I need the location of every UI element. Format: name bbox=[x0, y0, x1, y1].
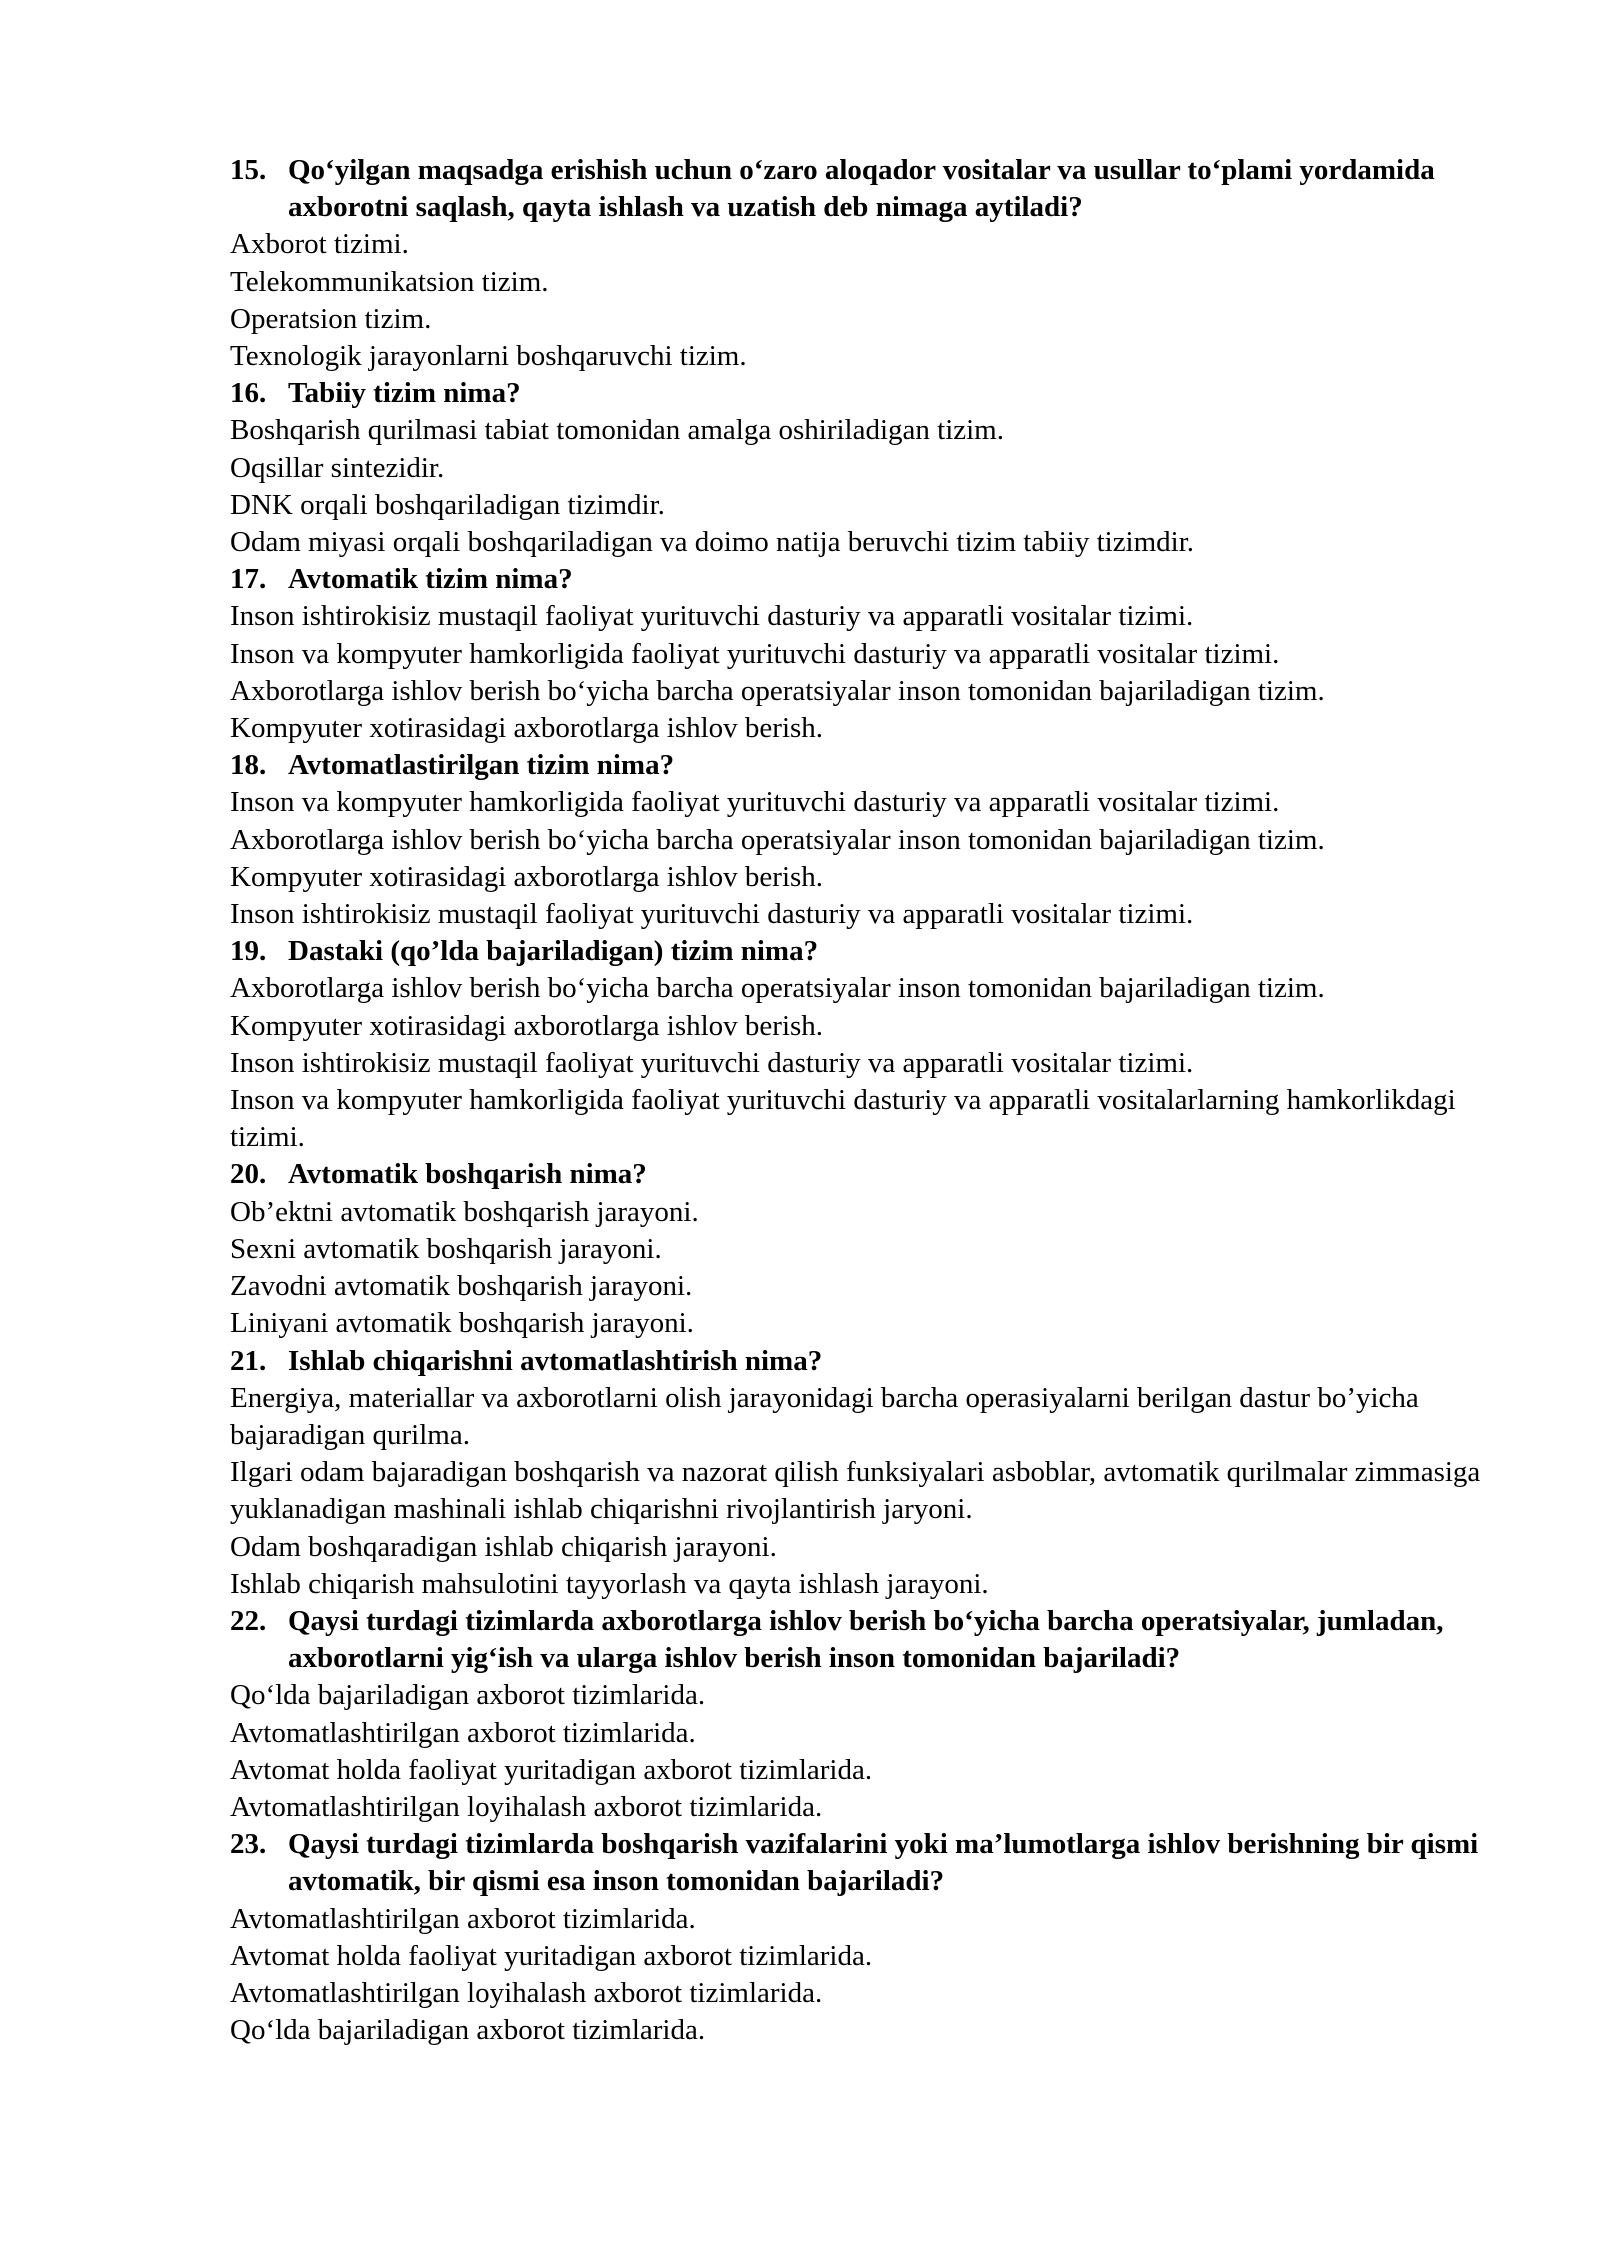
answer-option: Texnologik jarayonlarni boshqaruvchi tizim. bbox=[230, 340, 747, 373]
answer-option: Ob’ektni avtomatik boshqarish jarayoni. bbox=[230, 1195, 699, 1228]
answer-option: Axborotlarga ishlov berish bo‘yicha barcha operatsiyalar inson tomonidan bajariladigan tizim. bbox=[230, 972, 1325, 1005]
answer-option: Sexni avtomatik boshqarish jarayoni. bbox=[230, 1232, 662, 1265]
question-number: 18. bbox=[230, 749, 267, 782]
question-number: 16. bbox=[230, 377, 267, 410]
answer-option: Inson va kompyuter hamkorligida faoliyat yurituvchi dasturiy va apparatli vositalarlarning hamkorlikdagi tizimi. bbox=[230, 1084, 1456, 1154]
answer-option: Oqsillar sintezidir. bbox=[230, 451, 445, 484]
answer-option: Avtomat holda faoliyat yuritadigan axborot tizimlarida. bbox=[230, 1939, 873, 1972]
question-number: 21. bbox=[230, 1344, 267, 1377]
question-number: 23. bbox=[230, 1828, 267, 1861]
question-number: 20. bbox=[230, 1158, 267, 1191]
question-text: Avtomatik tizim nima? bbox=[288, 563, 573, 596]
question-number: 15. bbox=[230, 154, 267, 186]
answer-option: Axborotlarga ishlov berish bo‘yicha barcha operatsiyalar inson tomonidan bajariladigan tizim. bbox=[230, 674, 1325, 707]
question-heading bbox=[230, 1156, 1500, 1193]
answer-option: Odam boshqaradigan ishlab chiqarish jarayoni. bbox=[230, 1530, 777, 1563]
answer-option: Qo‘lda bajariladigan axborot tizimlarida. bbox=[230, 1679, 706, 1712]
answer-option: Inson va kompyuter hamkorligida faoliyat yurituvchi dasturiy va apparatli vositalar tizimi. bbox=[230, 786, 1280, 819]
answer-option: Avtomatlashtirilgan loyihalash axborot tizimlarida. bbox=[230, 1976, 823, 2009]
question-number: 22. bbox=[230, 1604, 267, 1637]
answer-option: Zavodni avtomatik boshqarish jarayoni. bbox=[230, 1270, 693, 1303]
question-text: Qaysi turdagi tizimlarda boshqarish vazifalarini yoki ma’lumotlarga ishlov berishning bir qismi avtomatik, bir qismi esa inson tomonidan bajariladi? bbox=[288, 1828, 1479, 1898]
question-text: Dastaki (qo’lda bajariladigan) tizim nima? bbox=[288, 935, 819, 968]
question-text: Avtomatlastirilgan tizim nima? bbox=[288, 749, 675, 782]
question-heading bbox=[230, 1826, 1500, 1900]
question-heading bbox=[230, 375, 1500, 412]
answer-option: Inson ishtirokisiz mustaqil faoliyat yurituvchi dasturiy va apparatli vositalar tizimi. bbox=[230, 898, 1194, 931]
answer-option: Avtomatlashtirilgan axborot tizimlarida. bbox=[230, 1902, 696, 1935]
answer-option: Operatsion tizim. bbox=[230, 302, 432, 335]
answer-option: Axborot tizimi. bbox=[230, 228, 409, 261]
answer-option: Inson va kompyuter hamkorligida faoliyat yurituvchi dasturiy va apparatli vositalar tizimi. bbox=[230, 637, 1280, 670]
question-text: Qaysi turdagi tizimlarda axborotlarga ishlov berish bo‘yicha barcha operatsiyalar, jumladan, axborotlarni yig‘ish va ularga ishlov berish inson tomonidan bajariladi? bbox=[288, 1604, 1444, 1675]
question-text: Ishlab chiqarishni avtomatlashtirish nima? bbox=[288, 1344, 823, 1377]
question-heading bbox=[230, 561, 1500, 598]
answer-option: Kompyuter xotirasidagi axborotlarga ishlov berish. bbox=[230, 1009, 824, 1042]
question-text: Avtomatik boshqarish nima? bbox=[288, 1158, 647, 1191]
answer-option: Odam miyasi orqali boshqariladigan va doimo natija beruvchi tizim tabiiy tizimdir. bbox=[230, 526, 1195, 559]
question-heading bbox=[230, 1343, 1500, 1380]
question-number: 19. bbox=[230, 935, 267, 968]
answer-option: Ilgari odam bajaradigan boshqarish va nazorat qilish funksiyalari asboblar, avtomatik qurilmalar zimmasiga yuklanadigan mashinali ishlab chiqarishni rivojlantirish jaryoni. bbox=[230, 1456, 1481, 1526]
question-list bbox=[230, 152, 1500, 2049]
question-heading bbox=[230, 747, 1500, 784]
answer-option: Avtomatlashtirilgan axborot tizimlarida. bbox=[230, 1716, 696, 1749]
answer-option: Liniyani avtomatik boshqarish jarayoni. bbox=[230, 1307, 694, 1340]
answer-option: Avtomat holda faoliyat yuritadigan axborot tizimlarida. bbox=[230, 1753, 873, 1786]
question-heading bbox=[230, 1603, 1500, 1677]
answer-option: Inson ishtirokisiz mustaqil faoliyat yurituvchi dasturiy va apparatli vositalar tizimi. bbox=[230, 1046, 1194, 1079]
answer-option: Inson ishtirokisiz mustaqil faoliyat yurituvchi dasturiy va apparatli vositalar tizimi. bbox=[230, 600, 1194, 633]
question-text: Qo‘yilgan maqsadga erishish uchun o‘zaro aloqador vositalar va usullar to‘plami yordamida axborotni saqlash, qayta ishlash va uzatish deb nimaga aytiladi? bbox=[288, 154, 1435, 224]
answer-option: Ishlab chiqarish mahsulotini tayyorlash va qayta ishlash jarayoni. bbox=[230, 1567, 989, 1600]
answer-option: Kompyuter xotirasidagi axborotlarga ishlov berish. bbox=[230, 860, 824, 893]
answer-option: Qo‘lda bajariladigan axborot tizimlarida. bbox=[230, 2014, 706, 2047]
answer-option: Kompyuter xotirasidagi axborotlarga ishlov berish. bbox=[230, 712, 824, 745]
question-heading bbox=[230, 152, 1500, 226]
answer-option: Boshqarish qurilmasi tabiat tomonidan amalga oshiriladigan tizim. bbox=[230, 414, 1004, 447]
answer-option: Avtomatlashtirilgan loyihalash axborot tizimlarida. bbox=[230, 1790, 823, 1823]
answer-option: Energiya, materiallar va axborotlarni olish jarayonidagi barcha operasiyalarni berilgan dastur bo’yicha bajaradigan qurilma. bbox=[230, 1381, 1419, 1451]
question-heading bbox=[230, 933, 1500, 970]
answer-option: DNK orqali boshqariladigan tizimdir. bbox=[230, 488, 665, 521]
question-text: Tabiiy tizim nima? bbox=[288, 377, 521, 410]
question-number: 17. bbox=[230, 563, 267, 596]
answer-option: Telekommunikatsion tizim. bbox=[230, 265, 549, 298]
answer-option: Axborotlarga ishlov berish bo‘yicha barcha operatsiyalar inson tomonidan bajariladigan tizim. bbox=[230, 823, 1325, 856]
